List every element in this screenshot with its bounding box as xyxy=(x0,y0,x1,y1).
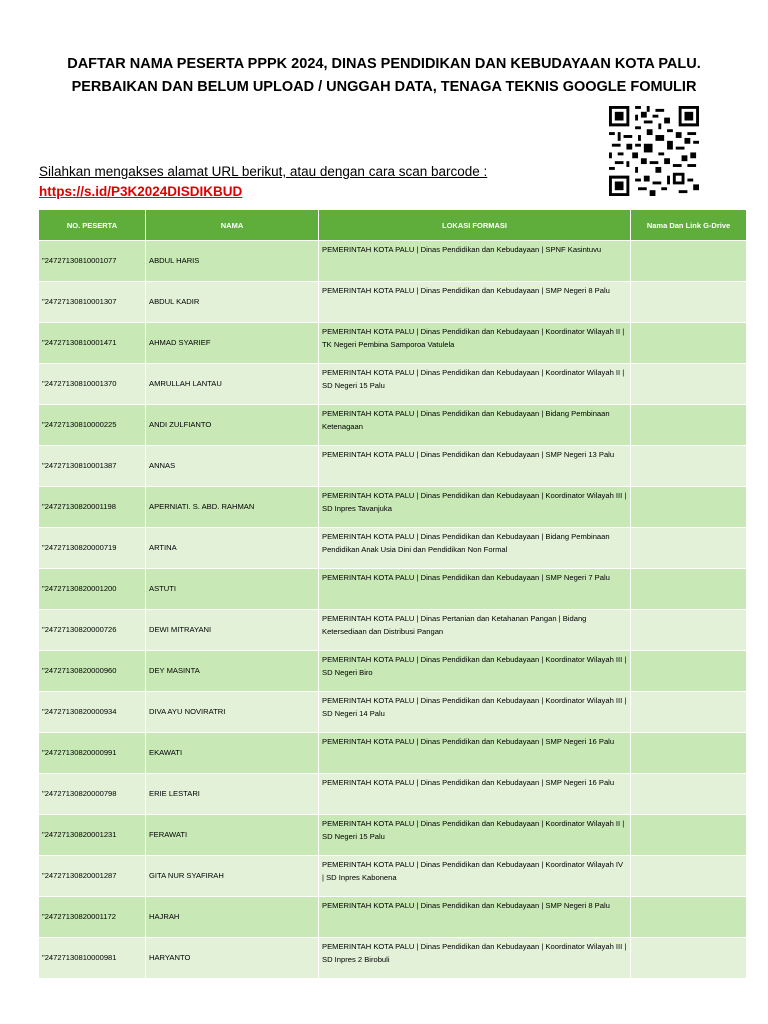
cell-lokasi-formasi: PEMERINTAH KOTA PALU | Dinas Pendidikan dan Kebudayaan | SMP Negeri 8 Palu xyxy=(319,897,631,938)
cell-nama: DEWI MITRAYANI xyxy=(146,610,319,651)
cell-lokasi-formasi: PEMERINTAH KOTA PALU | Dinas Pendidikan dan Kebudayaan | Koordinator Wilayah II | SD Negeri 15 Palu xyxy=(319,364,631,405)
cell-no-peserta: "24727130810001077 xyxy=(39,241,146,282)
table-row xyxy=(39,651,747,692)
cell-no-peserta: "24727130810001471 xyxy=(39,323,146,364)
cell-link-gdrive[interactable] xyxy=(631,364,747,405)
cell-nama: ABDUL KADIR xyxy=(146,282,319,323)
cell-no-peserta: "24727130820001200 xyxy=(39,569,146,610)
cell-no-peserta: "24727130810001307 xyxy=(39,282,146,323)
cell-link-gdrive[interactable] xyxy=(631,241,747,282)
cell-no-peserta: "24727130820000726 xyxy=(39,610,146,651)
cell-link-gdrive[interactable] xyxy=(631,282,747,323)
cell-no-peserta: "24727130820001172 xyxy=(39,897,146,938)
cell-no-peserta: "24727130820000991 xyxy=(39,733,146,774)
cell-nama: ANDI ZULFIANTO xyxy=(146,405,319,446)
table-row xyxy=(39,323,747,364)
cell-link-gdrive[interactable] xyxy=(631,856,747,897)
cell-no-peserta: "24727130820000934 xyxy=(39,692,146,733)
cell-nama: HAJRAH xyxy=(146,897,319,938)
cell-nama: DIVA AYU NOVIRATRI xyxy=(146,692,319,733)
table-row xyxy=(39,938,747,979)
cell-link-gdrive[interactable] xyxy=(631,323,747,364)
cell-link-gdrive[interactable] xyxy=(631,405,747,446)
cell-link-gdrive[interactable] xyxy=(631,528,747,569)
cell-link-gdrive[interactable] xyxy=(631,938,747,979)
table-row xyxy=(39,241,747,282)
table-row xyxy=(39,610,747,651)
cell-lokasi-formasi: PEMERINTAH KOTA PALU | Dinas Pendidikan dan Kebudayaan | SMP Negeri 7 Palu xyxy=(319,569,631,610)
table-header-row xyxy=(39,210,747,241)
header-nama: NAMA xyxy=(146,210,319,241)
cell-no-peserta: "24727130810001370 xyxy=(39,364,146,405)
cell-no-peserta: "24727130820001198 xyxy=(39,487,146,528)
table-row xyxy=(39,897,747,938)
cell-link-gdrive[interactable] xyxy=(631,446,747,487)
cell-link-gdrive[interactable] xyxy=(631,897,747,938)
table-row xyxy=(39,692,747,733)
cell-no-peserta: "24727130820000719 xyxy=(39,528,146,569)
header-link-gdrive: Nama Dan Link G-Drive xyxy=(631,210,747,241)
table-row xyxy=(39,446,747,487)
cell-lokasi-formasi: PEMERINTAH KOTA PALU | Dinas Pendidikan dan Kebudayaan | Koordinator Wilayah III | SD Negeri Biro xyxy=(319,651,631,692)
url-link[interactable]: https://s.id/P3K2024DISDIKBUD xyxy=(39,184,243,199)
header-no-peserta: NO. PESERTA xyxy=(39,210,146,241)
page-title xyxy=(0,53,768,99)
participant-table xyxy=(38,209,747,979)
cell-nama: HARYANTO xyxy=(146,938,319,979)
cell-lokasi-formasi: PEMERINTAH KOTA PALU | Dinas Pendidikan dan Kebudayaan | Bidang Pembinaan Ketenagaan xyxy=(319,405,631,446)
title-line-2: PERBAIKAN DAN BELUM UPLOAD / UNGGAH DATA, TENAGA TEKNIS GOOGLE FOMULIR xyxy=(71,79,697,95)
cell-nama: APERNIATI. S. ABD. RAHMAN xyxy=(146,487,319,528)
table-row xyxy=(39,733,747,774)
cell-nama: ERIE LESTARI xyxy=(146,774,319,815)
table-row xyxy=(39,569,747,610)
cell-link-gdrive[interactable] xyxy=(631,651,747,692)
cell-lokasi-formasi: PEMERINTAH KOTA PALU | Dinas Pendidikan dan Kebudayaan | Koordinator Wilayah III | SD Inpres Tavanjuka xyxy=(319,487,631,528)
cell-no-peserta: "24727130820000960 xyxy=(39,651,146,692)
cell-lokasi-formasi: PEMERINTAH KOTA PALU | Dinas Pendidikan dan Kebudayaan | Bidang Pembinaan Pendidikan Anak Usia Dini dan Pendidikan Non Formal xyxy=(319,528,631,569)
cell-nama: AMRULLAH LANTAU xyxy=(146,364,319,405)
cell-lokasi-formasi: PEMERINTAH KOTA PALU | Dinas Pendidikan dan Kebudayaan | SMP Negeri 16 Palu xyxy=(319,774,631,815)
intro-text: Silahkan mengakses alamat URL berikut, atau dengan cara scan barcode : xyxy=(39,164,488,179)
cell-nama: AHMAD SYARIEF xyxy=(146,323,319,364)
cell-link-gdrive[interactable] xyxy=(631,815,747,856)
cell-lokasi-formasi: PEMERINTAH KOTA PALU | Dinas Pendidikan dan Kebudayaan | SPNF Kasintuvu xyxy=(319,241,631,282)
cell-lokasi-formasi: PEMERINTAH KOTA PALU | Dinas Pendidikan dan Kebudayaan | Koordinator Wilayah II | SD Negeri 15 Palu xyxy=(319,815,631,856)
intro-block xyxy=(39,162,487,202)
cell-lokasi-formasi: PEMERINTAH KOTA PALU | Dinas Pendidikan dan Kebudayaan | Koordinator Wilayah II | TK Negeri Pembina Samporoa Vatulela xyxy=(319,323,631,364)
title-line-1: DAFTAR NAMA PESERTA PPPK 2024, DINAS PENDIDIKAN DAN KEBUDAYAAN KOTA PALU. xyxy=(67,56,701,72)
cell-lokasi-formasi: PEMERINTAH KOTA PALU | Dinas Pendidikan dan Kebudayaan | Koordinator Wilayah III | SD Negeri 14 Palu xyxy=(319,692,631,733)
cell-nama: DEY MASINTA xyxy=(146,651,319,692)
cell-no-peserta: "24727130810000981 xyxy=(39,938,146,979)
cell-nama: ASTUTI xyxy=(146,569,319,610)
cell-link-gdrive[interactable] xyxy=(631,733,747,774)
table-row xyxy=(39,487,747,528)
table-row xyxy=(39,405,747,446)
cell-nama: FERAWATI xyxy=(146,815,319,856)
cell-no-peserta: "24727130820001231 xyxy=(39,815,146,856)
table-row xyxy=(39,815,747,856)
cell-no-peserta: "24727130810001387 xyxy=(39,446,146,487)
cell-lokasi-formasi: PEMERINTAH KOTA PALU | Dinas Pendidikan dan Kebudayaan | Koordinator Wilayah III | SD Inpres 2 Birobuli xyxy=(319,938,631,979)
table-row xyxy=(39,282,747,323)
cell-lokasi-formasi: PEMERINTAH KOTA PALU | Dinas Pertanian dan Ketahanan Pangan | Bidang Ketersediaan dan Distribusi Pangan xyxy=(319,610,631,651)
cell-nama: ABDUL HARIS xyxy=(146,241,319,282)
cell-lokasi-formasi: PEMERINTAH KOTA PALU | Dinas Pendidikan dan Kebudayaan | SMP Negeri 8 Palu xyxy=(319,282,631,323)
table-row xyxy=(39,528,747,569)
table-row xyxy=(39,856,747,897)
cell-no-peserta: "24727130820001287 xyxy=(39,856,146,897)
header-lokasi-formasi: LOKASI FORMASI xyxy=(319,210,631,241)
qr-code-icon xyxy=(609,106,699,196)
cell-link-gdrive[interactable] xyxy=(631,569,747,610)
cell-no-peserta: "24727130810000225 xyxy=(39,405,146,446)
cell-lokasi-formasi: PEMERINTAH KOTA PALU | Dinas Pendidikan dan Kebudayaan | Koordinator Wilayah IV | SD Inpres Kabonena xyxy=(319,856,631,897)
cell-link-gdrive[interactable] xyxy=(631,610,747,651)
cell-link-gdrive[interactable] xyxy=(631,487,747,528)
cell-nama: ARTINA xyxy=(146,528,319,569)
table-row xyxy=(39,774,747,815)
cell-nama: EKAWATI xyxy=(146,733,319,774)
cell-lokasi-formasi: PEMERINTAH KOTA PALU | Dinas Pendidikan dan Kebudayaan | SMP Negeri 13 Palu xyxy=(319,446,631,487)
cell-link-gdrive[interactable] xyxy=(631,774,747,815)
cell-nama: GITA NUR SYAFIRAH xyxy=(146,856,319,897)
cell-no-peserta: "24727130820000798 xyxy=(39,774,146,815)
table-row xyxy=(39,364,747,405)
cell-lokasi-formasi: PEMERINTAH KOTA PALU | Dinas Pendidikan dan Kebudayaan | SMP Negeri 16 Palu xyxy=(319,733,631,774)
cell-link-gdrive[interactable] xyxy=(631,692,747,733)
cell-nama: ANNAS xyxy=(146,446,319,487)
